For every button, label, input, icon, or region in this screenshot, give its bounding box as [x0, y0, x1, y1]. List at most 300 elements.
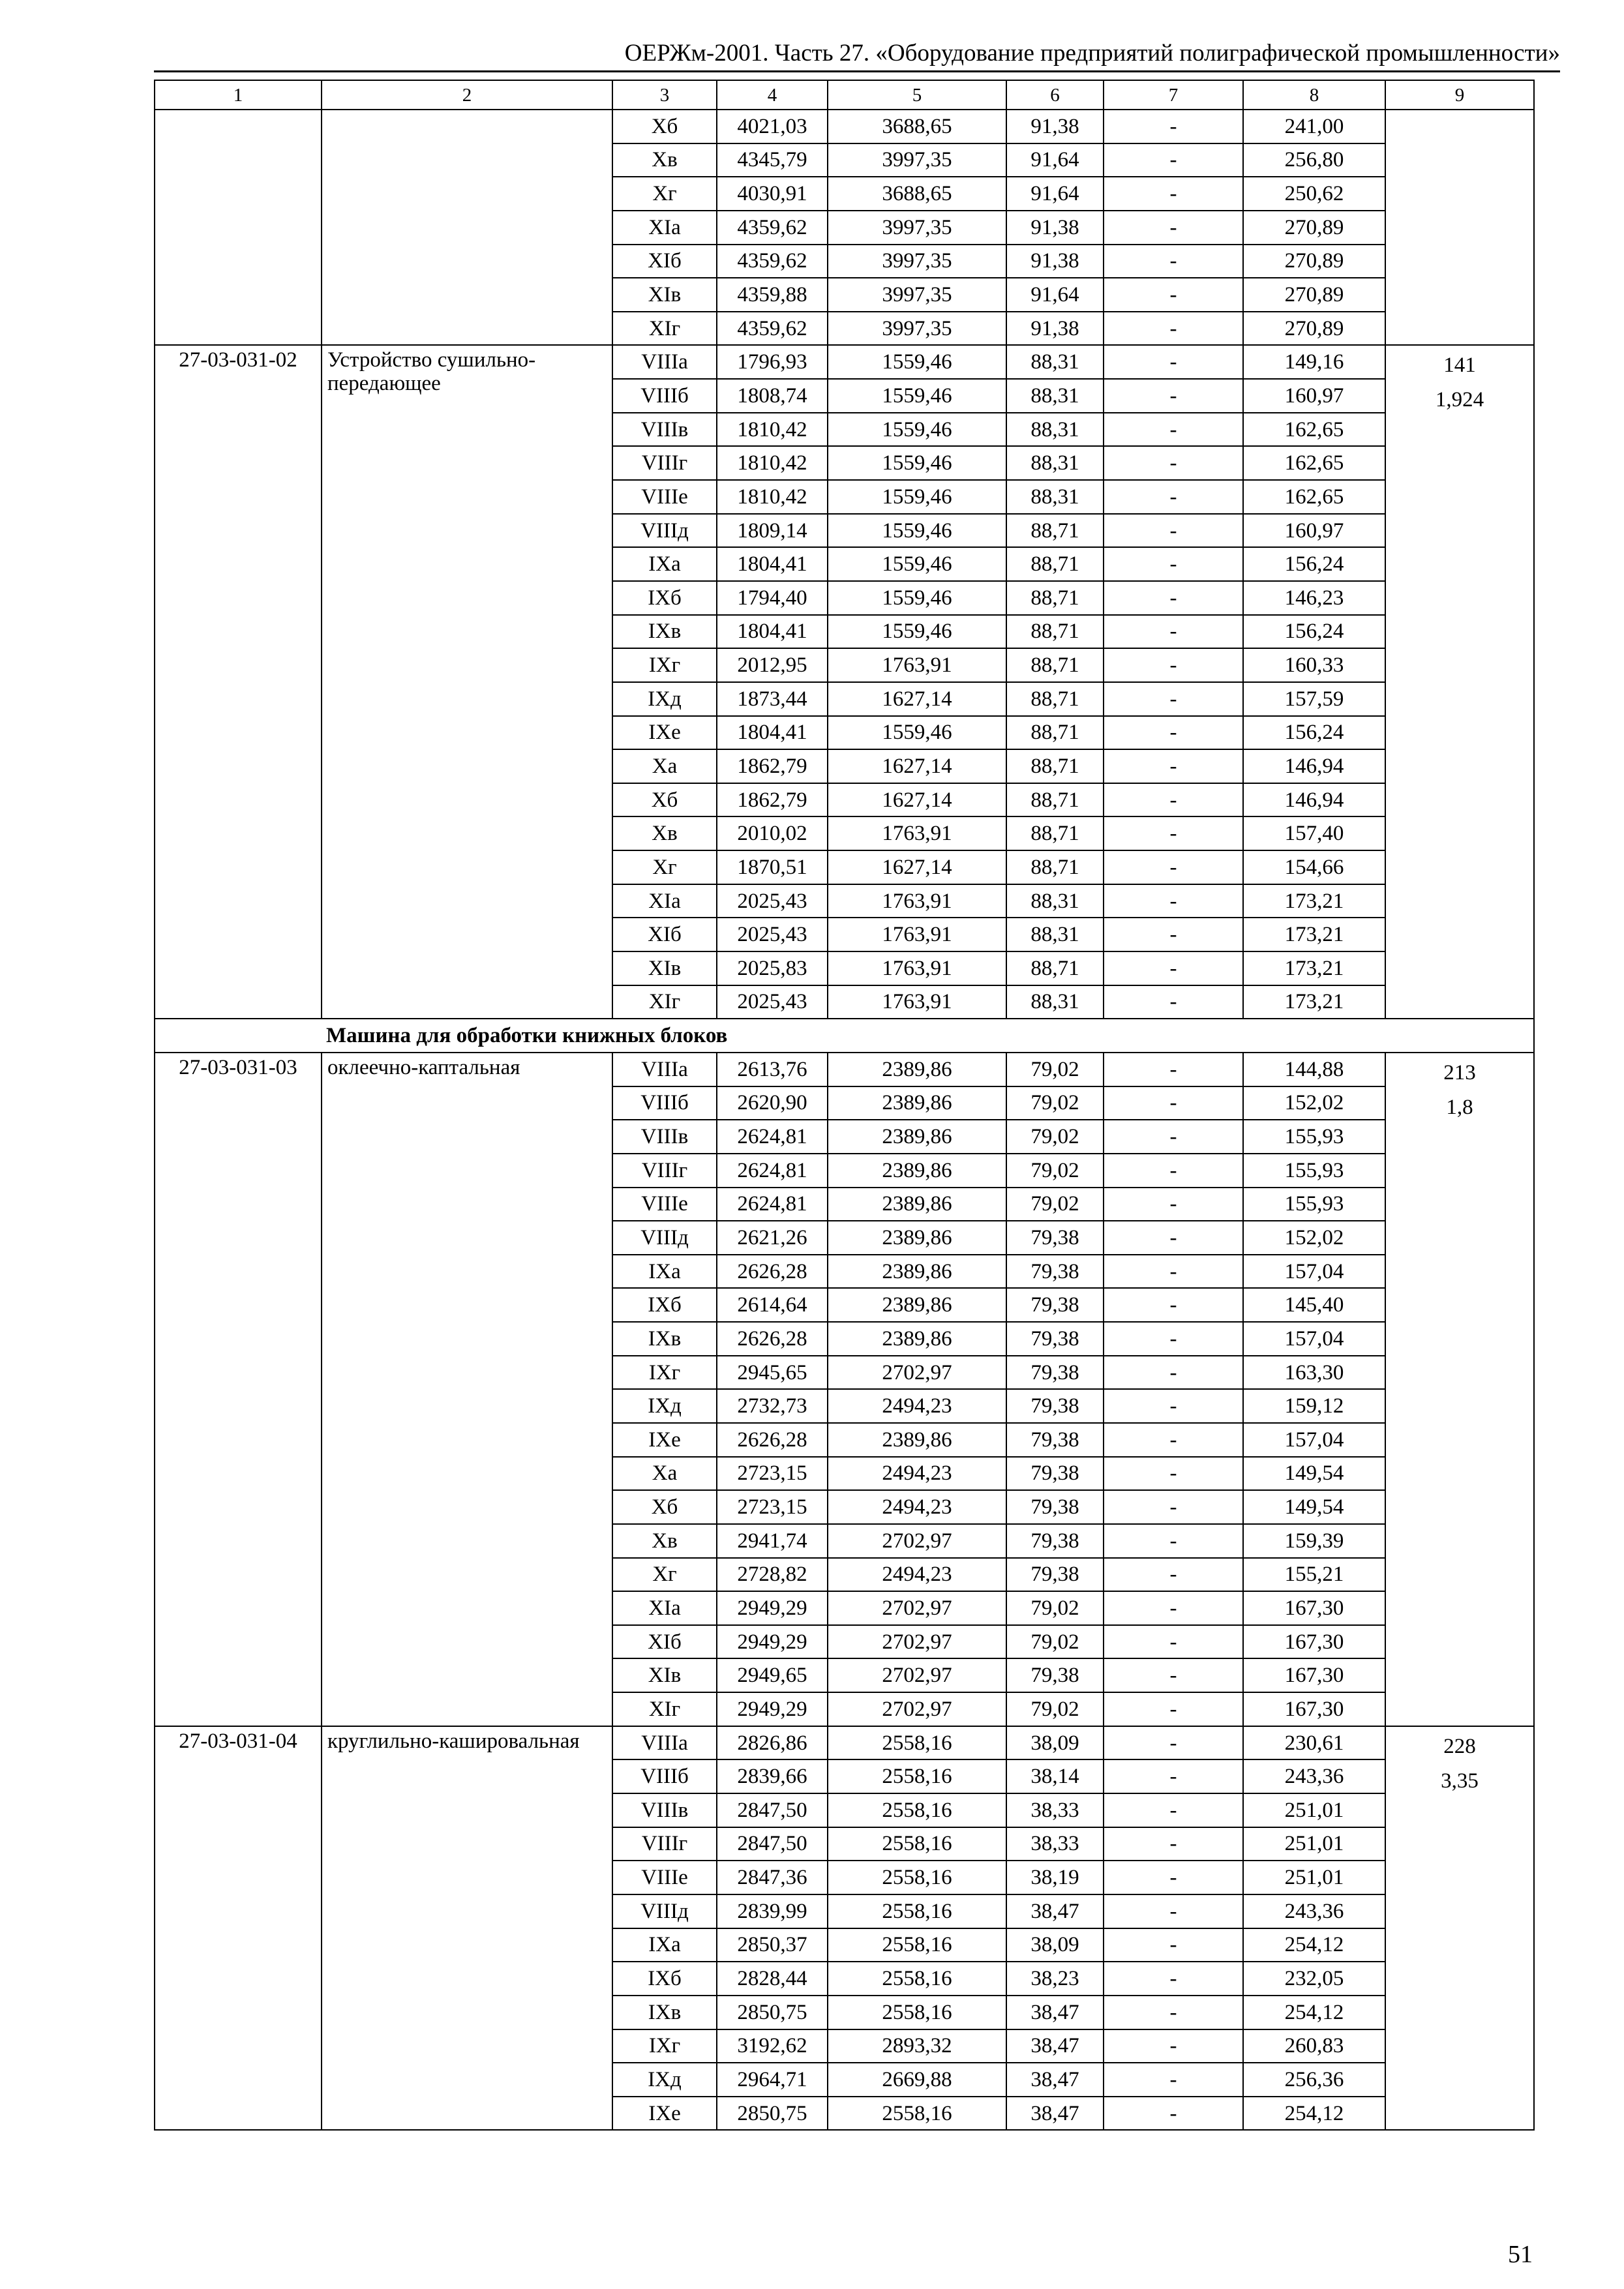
table-cell: 152,02 [1243, 1086, 1385, 1120]
table-cell: IХв [612, 1322, 717, 1356]
table-cell: IХа [612, 1928, 717, 1962]
table-cell: 3688,65 [828, 110, 1006, 143]
table-cell: 91,64 [1006, 177, 1104, 211]
table-cell: - [1104, 1625, 1243, 1659]
table-cell: 3688,65 [828, 177, 1006, 211]
table-cell: 88,71 [1006, 581, 1104, 615]
table-cell: 2949,65 [717, 1658, 828, 1692]
table-cell: - [1104, 446, 1243, 480]
table-cell: 3997,35 [828, 278, 1006, 312]
table-cell: 79,02 [1006, 1625, 1104, 1659]
col9-cell [1385, 1053, 1534, 1726]
table-row [155, 110, 1534, 143]
rate-code-cell: 27-03-031-03 [155, 1053, 322, 1726]
table-cell: 2702,97 [828, 1658, 1006, 1692]
col9-cell [1385, 1726, 1534, 2131]
table-cell: 1808,74 [717, 379, 828, 413]
table-cell: IХг [612, 648, 717, 682]
table-cell: VIIIг [612, 1827, 717, 1861]
table-cell: 2839,66 [717, 1759, 828, 1793]
table-cell: - [1104, 1861, 1243, 1894]
table-cell: ХIв [612, 951, 717, 985]
table-cell: ХIб [612, 918, 717, 951]
table-cell: 88,31 [1006, 480, 1104, 514]
table-cell: 2389,86 [828, 1120, 1006, 1154]
table-cell: 88,71 [1006, 514, 1104, 548]
table-cell: VIIIд [612, 1221, 717, 1255]
table-cell: ХIг [612, 1692, 717, 1726]
table-cell: 1559,46 [828, 413, 1006, 447]
table-cell: 2558,16 [828, 1894, 1006, 1928]
column-number-cell: 3 [612, 80, 717, 110]
table-cell: 2494,23 [828, 1389, 1006, 1423]
table-cell: 2949,29 [717, 1625, 828, 1659]
table-cell: 88,71 [1006, 951, 1104, 985]
table-cell: - [1104, 413, 1243, 447]
table-cell: 1559,46 [828, 446, 1006, 480]
table-cell: - [1104, 312, 1243, 346]
table-cell: 167,30 [1243, 1692, 1385, 1726]
table-cell: Хг [612, 177, 717, 211]
table-cell: - [1104, 1658, 1243, 1692]
table-cell: IХе [612, 716, 717, 750]
table-cell: 155,93 [1243, 1188, 1385, 1221]
table-cell: 2702,97 [828, 1356, 1006, 1390]
table-cell: 173,21 [1243, 918, 1385, 951]
table-cell: 4359,88 [717, 278, 828, 312]
table-cell: VIIIа [612, 1726, 717, 1760]
column-number-cell: 6 [1006, 80, 1104, 110]
table-cell: 2558,16 [828, 1827, 1006, 1861]
table-cell: 38,33 [1006, 1827, 1104, 1861]
table-cell: 4359,62 [717, 211, 828, 245]
table-cell: VIIIв [612, 1793, 717, 1827]
rate-code-cell [155, 110, 322, 345]
table-cell: - [1104, 345, 1243, 379]
table-cell: 1804,41 [717, 547, 828, 581]
column-number-cell: 1 [155, 80, 322, 110]
table-cell: 2850,75 [717, 1996, 828, 2029]
table-cell: IХд [612, 1389, 717, 1423]
table-cell: 167,30 [1243, 1625, 1385, 1659]
table-cell: - [1104, 480, 1243, 514]
table-cell: VIIIа [612, 345, 717, 379]
table-cell: - [1104, 278, 1243, 312]
table-cell: - [1104, 2063, 1243, 2097]
table-cell: 152,02 [1243, 1221, 1385, 1255]
table-cell: 1763,91 [828, 951, 1006, 985]
table-cell: 160,97 [1243, 379, 1385, 413]
table-cell: 38,33 [1006, 1793, 1104, 1827]
table-cell: 162,65 [1243, 446, 1385, 480]
column-number-cell: 5 [828, 80, 1006, 110]
table-cell: 79,02 [1006, 1188, 1104, 1221]
table-cell: 1810,42 [717, 480, 828, 514]
table-cell: IХг [612, 1356, 717, 1390]
rates-table-body [155, 80, 1534, 2130]
table-cell: 3192,62 [717, 2029, 828, 2063]
table-cell: 155,93 [1243, 1154, 1385, 1188]
table-cell: 88,71 [1006, 716, 1104, 750]
col9-value: 228 [1443, 1734, 1476, 1758]
table-cell: 156,24 [1243, 615, 1385, 649]
table-cell: - [1104, 2097, 1243, 2131]
table-cell: - [1104, 615, 1243, 649]
table-cell: 144,88 [1243, 1053, 1385, 1086]
table-cell: IХд [612, 682, 717, 716]
table-cell: 1862,79 [717, 749, 828, 783]
table-cell: 2949,29 [717, 1692, 828, 1726]
table-cell: 2558,16 [828, 1996, 1006, 2029]
table-cell: 38,14 [1006, 1759, 1104, 1793]
table-cell: 88,71 [1006, 547, 1104, 581]
table-cell: 256,80 [1243, 143, 1385, 177]
table-cell: 1804,41 [717, 716, 828, 750]
table-cell: 79,38 [1006, 1356, 1104, 1390]
table-cell: 2702,97 [828, 1625, 1006, 1659]
table-cell: 155,93 [1243, 1120, 1385, 1154]
rate-code-cell: 27-03-031-02 [155, 345, 322, 1019]
table-cell: 79,38 [1006, 1524, 1104, 1558]
table-cell: - [1104, 547, 1243, 581]
table-cell: 88,71 [1006, 749, 1104, 783]
table-cell: 254,12 [1243, 1928, 1385, 1962]
table-cell: 2389,86 [828, 1188, 1006, 1221]
table-cell: - [1104, 1894, 1243, 1928]
table-cell: - [1104, 1692, 1243, 1726]
table-cell: VIIIб [612, 1759, 717, 1793]
table-cell: 1862,79 [717, 783, 828, 817]
table-cell: 2389,86 [828, 1221, 1006, 1255]
table-cell: 251,01 [1243, 1793, 1385, 1827]
table-cell: - [1104, 1221, 1243, 1255]
table-cell: 2494,23 [828, 1457, 1006, 1491]
table-cell: - [1104, 143, 1243, 177]
table-cell: 91,64 [1006, 143, 1104, 177]
table-cell: 1873,44 [717, 682, 828, 716]
table-cell: VIIIе [612, 1861, 717, 1894]
table-cell: 2614,64 [717, 1288, 828, 1322]
table-cell: VIIIб [612, 1086, 717, 1120]
table-cell: 149,16 [1243, 345, 1385, 379]
table-row [155, 1726, 1534, 1760]
table-cell: 79,02 [1006, 1692, 1104, 1726]
table-cell: 1794,40 [717, 581, 828, 615]
table-cell: 88,31 [1006, 918, 1104, 951]
table-cell: 2626,28 [717, 1322, 828, 1356]
table-cell: 149,54 [1243, 1490, 1385, 1524]
table-cell: 2624,81 [717, 1120, 828, 1154]
table-cell: 230,61 [1243, 1726, 1385, 1760]
table-cell: 145,40 [1243, 1288, 1385, 1322]
table-cell: 2558,16 [828, 1928, 1006, 1962]
table-cell: VIIIа [612, 1053, 717, 1086]
table-cell: 157,40 [1243, 816, 1385, 850]
table-cell: 146,94 [1243, 749, 1385, 783]
table-cell: 2389,86 [828, 1086, 1006, 1120]
table-cell: 2025,43 [717, 985, 828, 1019]
table-cell: 88,31 [1006, 345, 1104, 379]
table-cell: 2010,02 [717, 816, 828, 850]
table-cell: 1810,42 [717, 413, 828, 447]
table-cell: - [1104, 682, 1243, 716]
table-cell: - [1104, 1524, 1243, 1558]
table-cell: - [1104, 1962, 1243, 1996]
table-cell: 79,38 [1006, 1322, 1104, 1356]
table-cell: 91,38 [1006, 245, 1104, 278]
table-cell: 157,04 [1243, 1255, 1385, 1289]
column-number-cell: 7 [1104, 80, 1243, 110]
equipment-name-cell [322, 110, 612, 345]
table-cell: 3997,35 [828, 312, 1006, 346]
table-cell: - [1104, 1793, 1243, 1827]
table-cell: 156,24 [1243, 547, 1385, 581]
table-cell: 3997,35 [828, 245, 1006, 278]
col9-value: 3,35 [1441, 1769, 1479, 1793]
table-cell: ХIг [612, 312, 717, 346]
table-cell: 91,38 [1006, 110, 1104, 143]
table-cell: - [1104, 1053, 1243, 1086]
table-cell: 38,47 [1006, 2029, 1104, 2063]
table-cell: 1627,14 [828, 682, 1006, 716]
table-cell: 1809,14 [717, 514, 828, 548]
table-cell: Хб [612, 1490, 717, 1524]
table-cell: 79,38 [1006, 1490, 1104, 1524]
table-cell: 2558,16 [828, 1962, 1006, 1996]
table-cell: - [1104, 1154, 1243, 1188]
table-cell: IХв [612, 1996, 717, 2029]
table-cell: 79,38 [1006, 1255, 1104, 1289]
table-cell: 2669,88 [828, 2063, 1006, 2097]
table-cell: - [1104, 1558, 1243, 1592]
table-cell: 38,47 [1006, 1996, 1104, 2029]
table-cell: 243,36 [1243, 1759, 1385, 1793]
table-cell: 38,47 [1006, 1894, 1104, 1928]
table-cell: VIIIб [612, 379, 717, 413]
col9-cell [1385, 110, 1534, 345]
table-cell: ХIб [612, 245, 717, 278]
table-cell: 1804,41 [717, 615, 828, 649]
table-cell: 2850,37 [717, 1928, 828, 1962]
section-heading: Машина для обработки книжных блоков [155, 1019, 1534, 1053]
table-cell: Хв [612, 816, 717, 850]
table-cell: 88,71 [1006, 816, 1104, 850]
table-cell: ХIа [612, 884, 717, 918]
table-cell: 159,39 [1243, 1524, 1385, 1558]
table-cell: 2702,97 [828, 1591, 1006, 1625]
table-cell: - [1104, 749, 1243, 783]
table-cell: 2389,86 [828, 1255, 1006, 1289]
table-cell: 2389,86 [828, 1322, 1006, 1356]
table-cell: 1627,14 [828, 850, 1006, 884]
table-cell: 162,65 [1243, 413, 1385, 447]
table-cell: 157,59 [1243, 682, 1385, 716]
table-cell: 4345,79 [717, 143, 828, 177]
table-cell: 2558,16 [828, 1726, 1006, 1760]
table-cell: 88,31 [1006, 379, 1104, 413]
table-cell: IХб [612, 1288, 717, 1322]
table-cell: 2621,26 [717, 1221, 828, 1255]
table-cell: 1763,91 [828, 816, 1006, 850]
equipment-name-cell: оклеечно-каптальная [322, 1053, 612, 1726]
table-cell: 1559,46 [828, 345, 1006, 379]
col9-cell [1385, 345, 1534, 1019]
table-cell: 88,71 [1006, 648, 1104, 682]
table-cell: - [1104, 1356, 1243, 1390]
table-cell: 173,21 [1243, 884, 1385, 918]
table-cell: 2945,65 [717, 1356, 828, 1390]
table-cell: VIIIе [612, 480, 717, 514]
table-cell: 1559,46 [828, 547, 1006, 581]
table-cell: - [1104, 2029, 1243, 2063]
table-cell: 1559,46 [828, 581, 1006, 615]
table-cell: 146,94 [1243, 783, 1385, 817]
table-cell: IХе [612, 2097, 717, 2131]
table-cell: 3997,35 [828, 143, 1006, 177]
table-cell: 1763,91 [828, 648, 1006, 682]
table-cell: 2949,29 [717, 1591, 828, 1625]
table-cell: - [1104, 1827, 1243, 1861]
table-cell: 2839,99 [717, 1894, 828, 1928]
table-cell: ХIг [612, 985, 717, 1019]
table-row [155, 345, 1534, 379]
table-cell: 2626,28 [717, 1423, 828, 1457]
table-cell: 162,65 [1243, 480, 1385, 514]
table-cell: 91,64 [1006, 278, 1104, 312]
table-cell: 79,02 [1006, 1591, 1104, 1625]
table-cell: IХв [612, 615, 717, 649]
table-cell: - [1104, 514, 1243, 548]
table-cell: 79,02 [1006, 1120, 1104, 1154]
col9-value: 1,924 [1435, 388, 1484, 412]
table-cell: 1559,46 [828, 615, 1006, 649]
table-cell: 91,38 [1006, 211, 1104, 245]
table-cell: 2389,86 [828, 1423, 1006, 1457]
table-cell: 2025,43 [717, 918, 828, 951]
table-cell: 1763,91 [828, 918, 1006, 951]
table-cell: 2389,86 [828, 1154, 1006, 1188]
table-cell: 157,04 [1243, 1423, 1385, 1457]
table-cell: 2558,16 [828, 1793, 1006, 1827]
column-number-cell: 4 [717, 80, 828, 110]
table-cell: 79,02 [1006, 1154, 1104, 1188]
table-cell: VIIIд [612, 514, 717, 548]
table-cell: 2620,90 [717, 1086, 828, 1120]
table-cell: VIIIг [612, 1154, 717, 1188]
column-number-cell: 8 [1243, 80, 1385, 110]
table-cell: 2494,23 [828, 1490, 1006, 1524]
table-cell: 2624,81 [717, 1154, 828, 1188]
table-cell: - [1104, 379, 1243, 413]
table-cell: Хг [612, 850, 717, 884]
table-cell: 38,09 [1006, 1726, 1104, 1760]
table-cell: - [1104, 1423, 1243, 1457]
page-number: 51 [1508, 2241, 1533, 2268]
table-cell: 79,38 [1006, 1558, 1104, 1592]
table-cell: - [1104, 1389, 1243, 1423]
table-cell: 2847,50 [717, 1793, 828, 1827]
table-cell: 251,01 [1243, 1861, 1385, 1894]
table-cell: 159,12 [1243, 1389, 1385, 1423]
table-cell: 1559,46 [828, 514, 1006, 548]
table-cell: ХIа [612, 1591, 717, 1625]
table-cell: 167,30 [1243, 1591, 1385, 1625]
table-cell: 243,36 [1243, 1894, 1385, 1928]
table-cell: 160,33 [1243, 648, 1385, 682]
table-cell: 2025,43 [717, 884, 828, 918]
table-cell: 250,62 [1243, 177, 1385, 211]
table-cell: 4021,03 [717, 110, 828, 143]
table-cell: 79,38 [1006, 1423, 1104, 1457]
col9-value: 1,8 [1446, 1095, 1473, 1119]
table-cell: - [1104, 1288, 1243, 1322]
table-cell: 167,30 [1243, 1658, 1385, 1692]
table-cell: Хг [612, 1558, 717, 1592]
table-cell: ХIв [612, 1658, 717, 1692]
table-cell: 88,31 [1006, 413, 1104, 447]
table-cell: 2012,95 [717, 648, 828, 682]
table-cell: 146,23 [1243, 581, 1385, 615]
table-cell: - [1104, 918, 1243, 951]
table-cell: 3997,35 [828, 211, 1006, 245]
table-cell: 155,21 [1243, 1558, 1385, 1592]
table-cell: 2893,32 [828, 2029, 1006, 2063]
table-cell: 88,31 [1006, 884, 1104, 918]
col9-value: 213 [1443, 1060, 1476, 1085]
table-cell: 1810,42 [717, 446, 828, 480]
table-cell: 2624,81 [717, 1188, 828, 1221]
table-cell: 154,66 [1243, 850, 1385, 884]
table-cell: 2389,86 [828, 1288, 1006, 1322]
table-cell: 4359,62 [717, 312, 828, 346]
table-cell: 254,12 [1243, 2097, 1385, 2131]
table-cell: 251,01 [1243, 1827, 1385, 1861]
table-cell: 38,47 [1006, 2097, 1104, 2131]
table-cell: 2626,28 [717, 1255, 828, 1289]
table-cell: 79,02 [1006, 1053, 1104, 1086]
table-cell: ХIв [612, 278, 717, 312]
table-cell: 1763,91 [828, 985, 1006, 1019]
table-cell: IХб [612, 1962, 717, 1996]
table-cell: 79,02 [1006, 1086, 1104, 1120]
equipment-name-cell: круглильно-кашировальная [322, 1726, 612, 2131]
equipment-name-cell: Устройство сушильно-передающее [322, 345, 612, 1019]
rates-table [154, 80, 1535, 2131]
table-cell: 79,38 [1006, 1457, 1104, 1491]
table-cell: VIIIд [612, 1894, 717, 1928]
table-cell: - [1104, 1928, 1243, 1962]
table-cell: 2847,36 [717, 1861, 828, 1894]
section-heading-row [155, 1019, 1534, 1053]
table-cell: IХг [612, 2029, 717, 2063]
table-cell: 157,04 [1243, 1322, 1385, 1356]
table-cell: Хв [612, 143, 717, 177]
table-cell: IХа [612, 1255, 717, 1289]
table-cell: 2494,23 [828, 1558, 1006, 1592]
table-cell: 2850,75 [717, 2097, 828, 2131]
table-cell: - [1104, 110, 1243, 143]
column-number-row [155, 80, 1534, 110]
table-cell: IХа [612, 547, 717, 581]
table-cell: 270,89 [1243, 312, 1385, 346]
table-cell: 38,19 [1006, 1861, 1104, 1894]
table-cell: - [1104, 1120, 1243, 1154]
table-cell: - [1104, 648, 1243, 682]
table-cell: 79,38 [1006, 1221, 1104, 1255]
table-cell: - [1104, 1322, 1243, 1356]
table-cell: 88,71 [1006, 682, 1104, 716]
table-cell: 79,38 [1006, 1658, 1104, 1692]
